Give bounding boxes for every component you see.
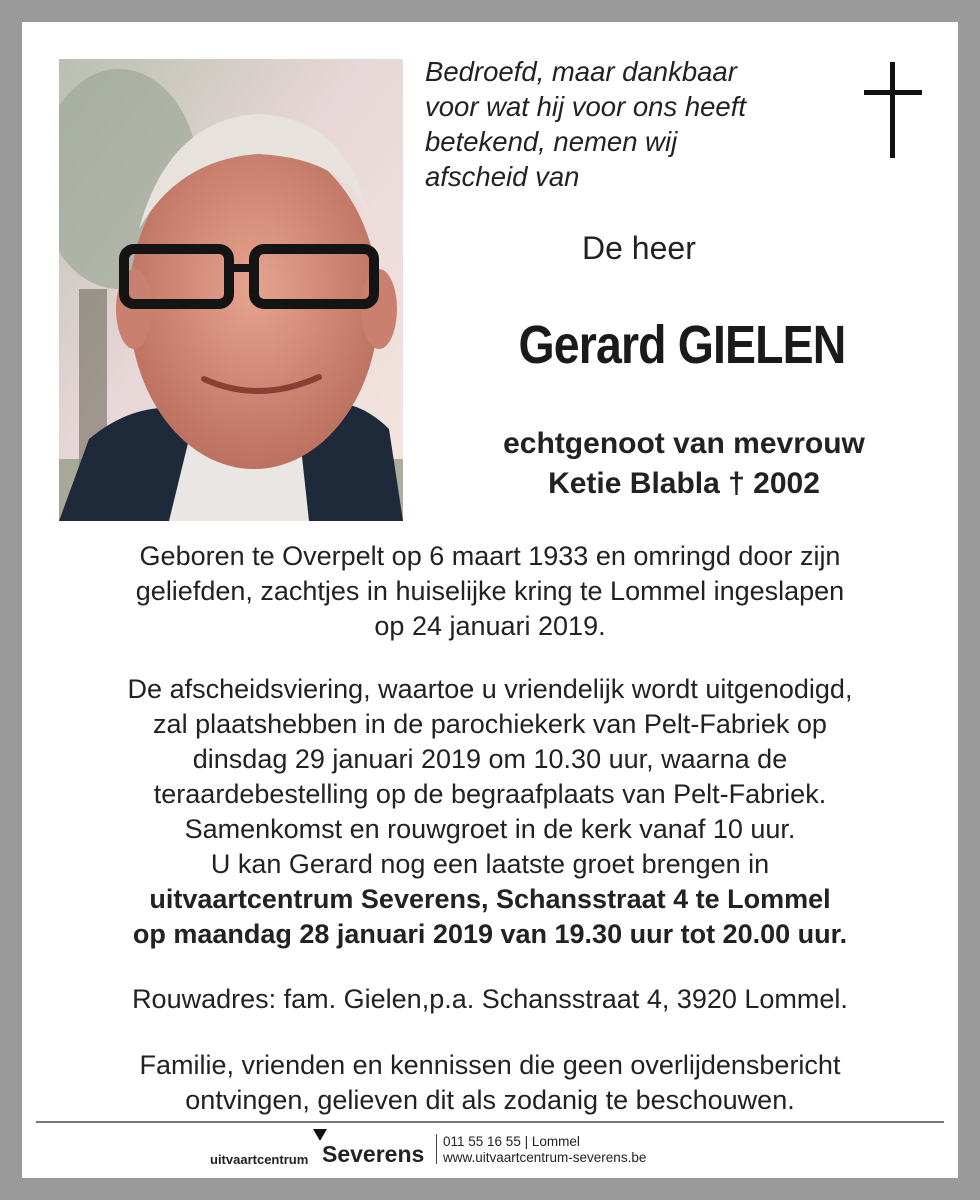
deceased-name: Gerard GIELEN: [518, 315, 846, 375]
ceremony-paragraph: [40, 672, 940, 952]
paragraph-line: ontvingen, gelieven dit als zodanig te beschouwen.: [185, 1085, 795, 1115]
intro-line: betekend, nemen wij: [425, 126, 678, 157]
intro-text: [425, 54, 835, 194]
obituary-card: [22, 22, 958, 1178]
brand-small-text: uitvaartcentrum: [210, 1152, 309, 1167]
triangle-down-icon: [313, 1129, 327, 1141]
contact-info: [443, 1134, 646, 1166]
paragraph-line: op 24 januari 2019.: [374, 611, 606, 641]
family-notice: [40, 1048, 940, 1118]
footer: [22, 1126, 958, 1176]
mourning-address: Rouwadres: fam. Gielen,p.a. Schansstraat 4, 3920 Lommel.: [132, 984, 848, 1014]
portrait-illustration: [59, 59, 403, 521]
website-link[interactable]: www.uitvaartcentrum-severens.be: [443, 1150, 647, 1165]
paragraph-line: teraardebestelling op de begraafplaats van Pelt-Fabriek.: [153, 779, 827, 809]
cross-icon: [864, 62, 922, 158]
salutation: De heer: [582, 230, 696, 266]
footer-divider: [36, 1121, 944, 1123]
viewing-line: op maandag 28 januari 2019 van 19.30 uur tot 20.00 uur.: [132, 919, 848, 949]
intro-line: Bedroefd, maar dankbaar: [425, 56, 737, 87]
paragraph-line: De afscheidsviering, waartoe u vriendelijk wordt uitgenodigd,: [127, 674, 853, 704]
footer-separator: [436, 1134, 437, 1164]
intro-line: afscheid van: [425, 161, 580, 192]
paragraph-line: geliefden, zachtjes in huiselijke kring te Lommel ingeslapen: [135, 576, 845, 606]
intro-line: voor wat hij voor ons heeft: [425, 91, 747, 122]
phone-text: 011 55 16 55 | Lommel: [443, 1134, 580, 1149]
paragraph-line: U kan Gerard nog een laatste groet brengen in: [210, 849, 770, 879]
paragraph-line: zal plaatshebben in de parochiekerk van Pelt-Fabriek op: [153, 709, 827, 739]
paragraph-line: dinsdag 29 januari 2019 om 10.30 uur, waarna de: [192, 744, 788, 774]
spouse-line: echtgenoot van mevrouw: [503, 427, 865, 460]
paragraph-line: Samenkomst en rouwgroet in de kerk vanaf 10 uur.: [184, 814, 796, 844]
birth-death-paragraph: [40, 539, 940, 644]
paragraph-line: Geboren te Overpelt op 6 maart 1933 en omringd door zijn: [139, 541, 841, 571]
paragraph-line: Familie, vrienden en kennissen die geen overlijdensbericht: [139, 1050, 841, 1080]
spouse-info: [414, 424, 954, 504]
viewing-line: uitvaartcentrum Severens, Schansstraat 4 te Lommel: [149, 884, 831, 914]
spouse-line: Ketie Blabla † 2002: [548, 467, 820, 500]
portrait-photo: [59, 59, 403, 521]
brand-name: Severens: [322, 1141, 425, 1167]
